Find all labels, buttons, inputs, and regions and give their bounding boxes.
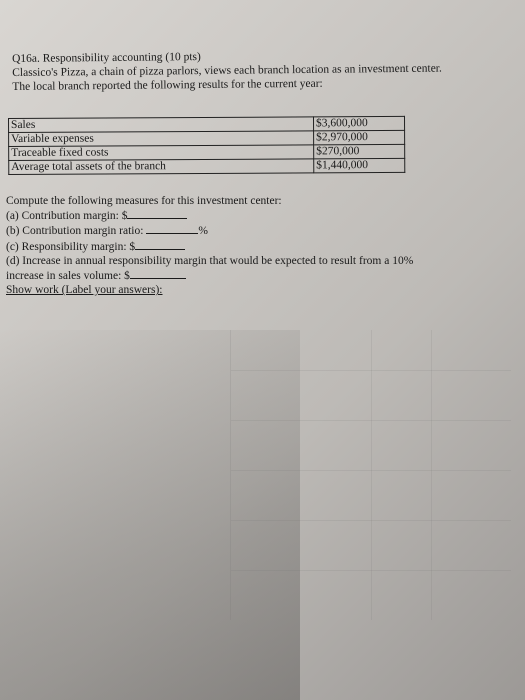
questions-intro: Compute the following measures for this investment center:: [6, 195, 282, 207]
question-title: Q16a. Responsibility accounting (10 pts): [12, 51, 201, 65]
questions-block: [6, 194, 511, 297]
results-table: [8, 116, 405, 175]
answer-c-blank[interactable]: [135, 239, 185, 250]
question-a: [6, 208, 511, 223]
row-label: Average total assets of the branch: [9, 159, 314, 175]
question-b-text: (b) Contribution margin ratio:: [6, 225, 144, 238]
question-context: Classico's Pizza, a chain of pizza parlors, views each branch location as an investment center.: [12, 62, 442, 79]
question-heading: [12, 47, 512, 94]
question-c: [6, 239, 511, 254]
row-label: Sales: [9, 117, 314, 133]
row-label: Traceable fixed costs: [9, 145, 314, 161]
question-c-text: (c) Responsibility margin: $: [6, 240, 136, 253]
show-work-instruction: Show work (Label your answers):: [6, 284, 163, 297]
table-row: [9, 158, 405, 174]
question-d-cont: [6, 268, 511, 283]
row-value: $270,000: [314, 144, 405, 158]
bleed-through-grid: [230, 330, 511, 620]
percent-sign: %: [198, 225, 208, 238]
question-prompt: The local branch reported the following results for the current year:: [12, 77, 323, 93]
row-value: $2,970,000: [314, 130, 405, 144]
table-row: [9, 116, 405, 132]
question-d: (d) Increase in annual responsibility margin that would be expected to result from a 10%: [6, 254, 414, 267]
table-row: [9, 144, 405, 160]
row-value: $1,440,000: [314, 158, 405, 172]
row-label: Variable expenses: [9, 131, 314, 147]
row-value: $3,600,000: [313, 116, 404, 130]
answer-b-blank[interactable]: [146, 223, 198, 234]
question-a-text: (a) Contribution margin: $: [6, 210, 128, 223]
table-row: [9, 130, 405, 146]
question-b: [6, 223, 511, 238]
answer-d-blank[interactable]: [130, 268, 186, 279]
answer-a-blank[interactable]: [127, 208, 187, 219]
question-d-text: increase in sales volume: $: [6, 270, 130, 283]
